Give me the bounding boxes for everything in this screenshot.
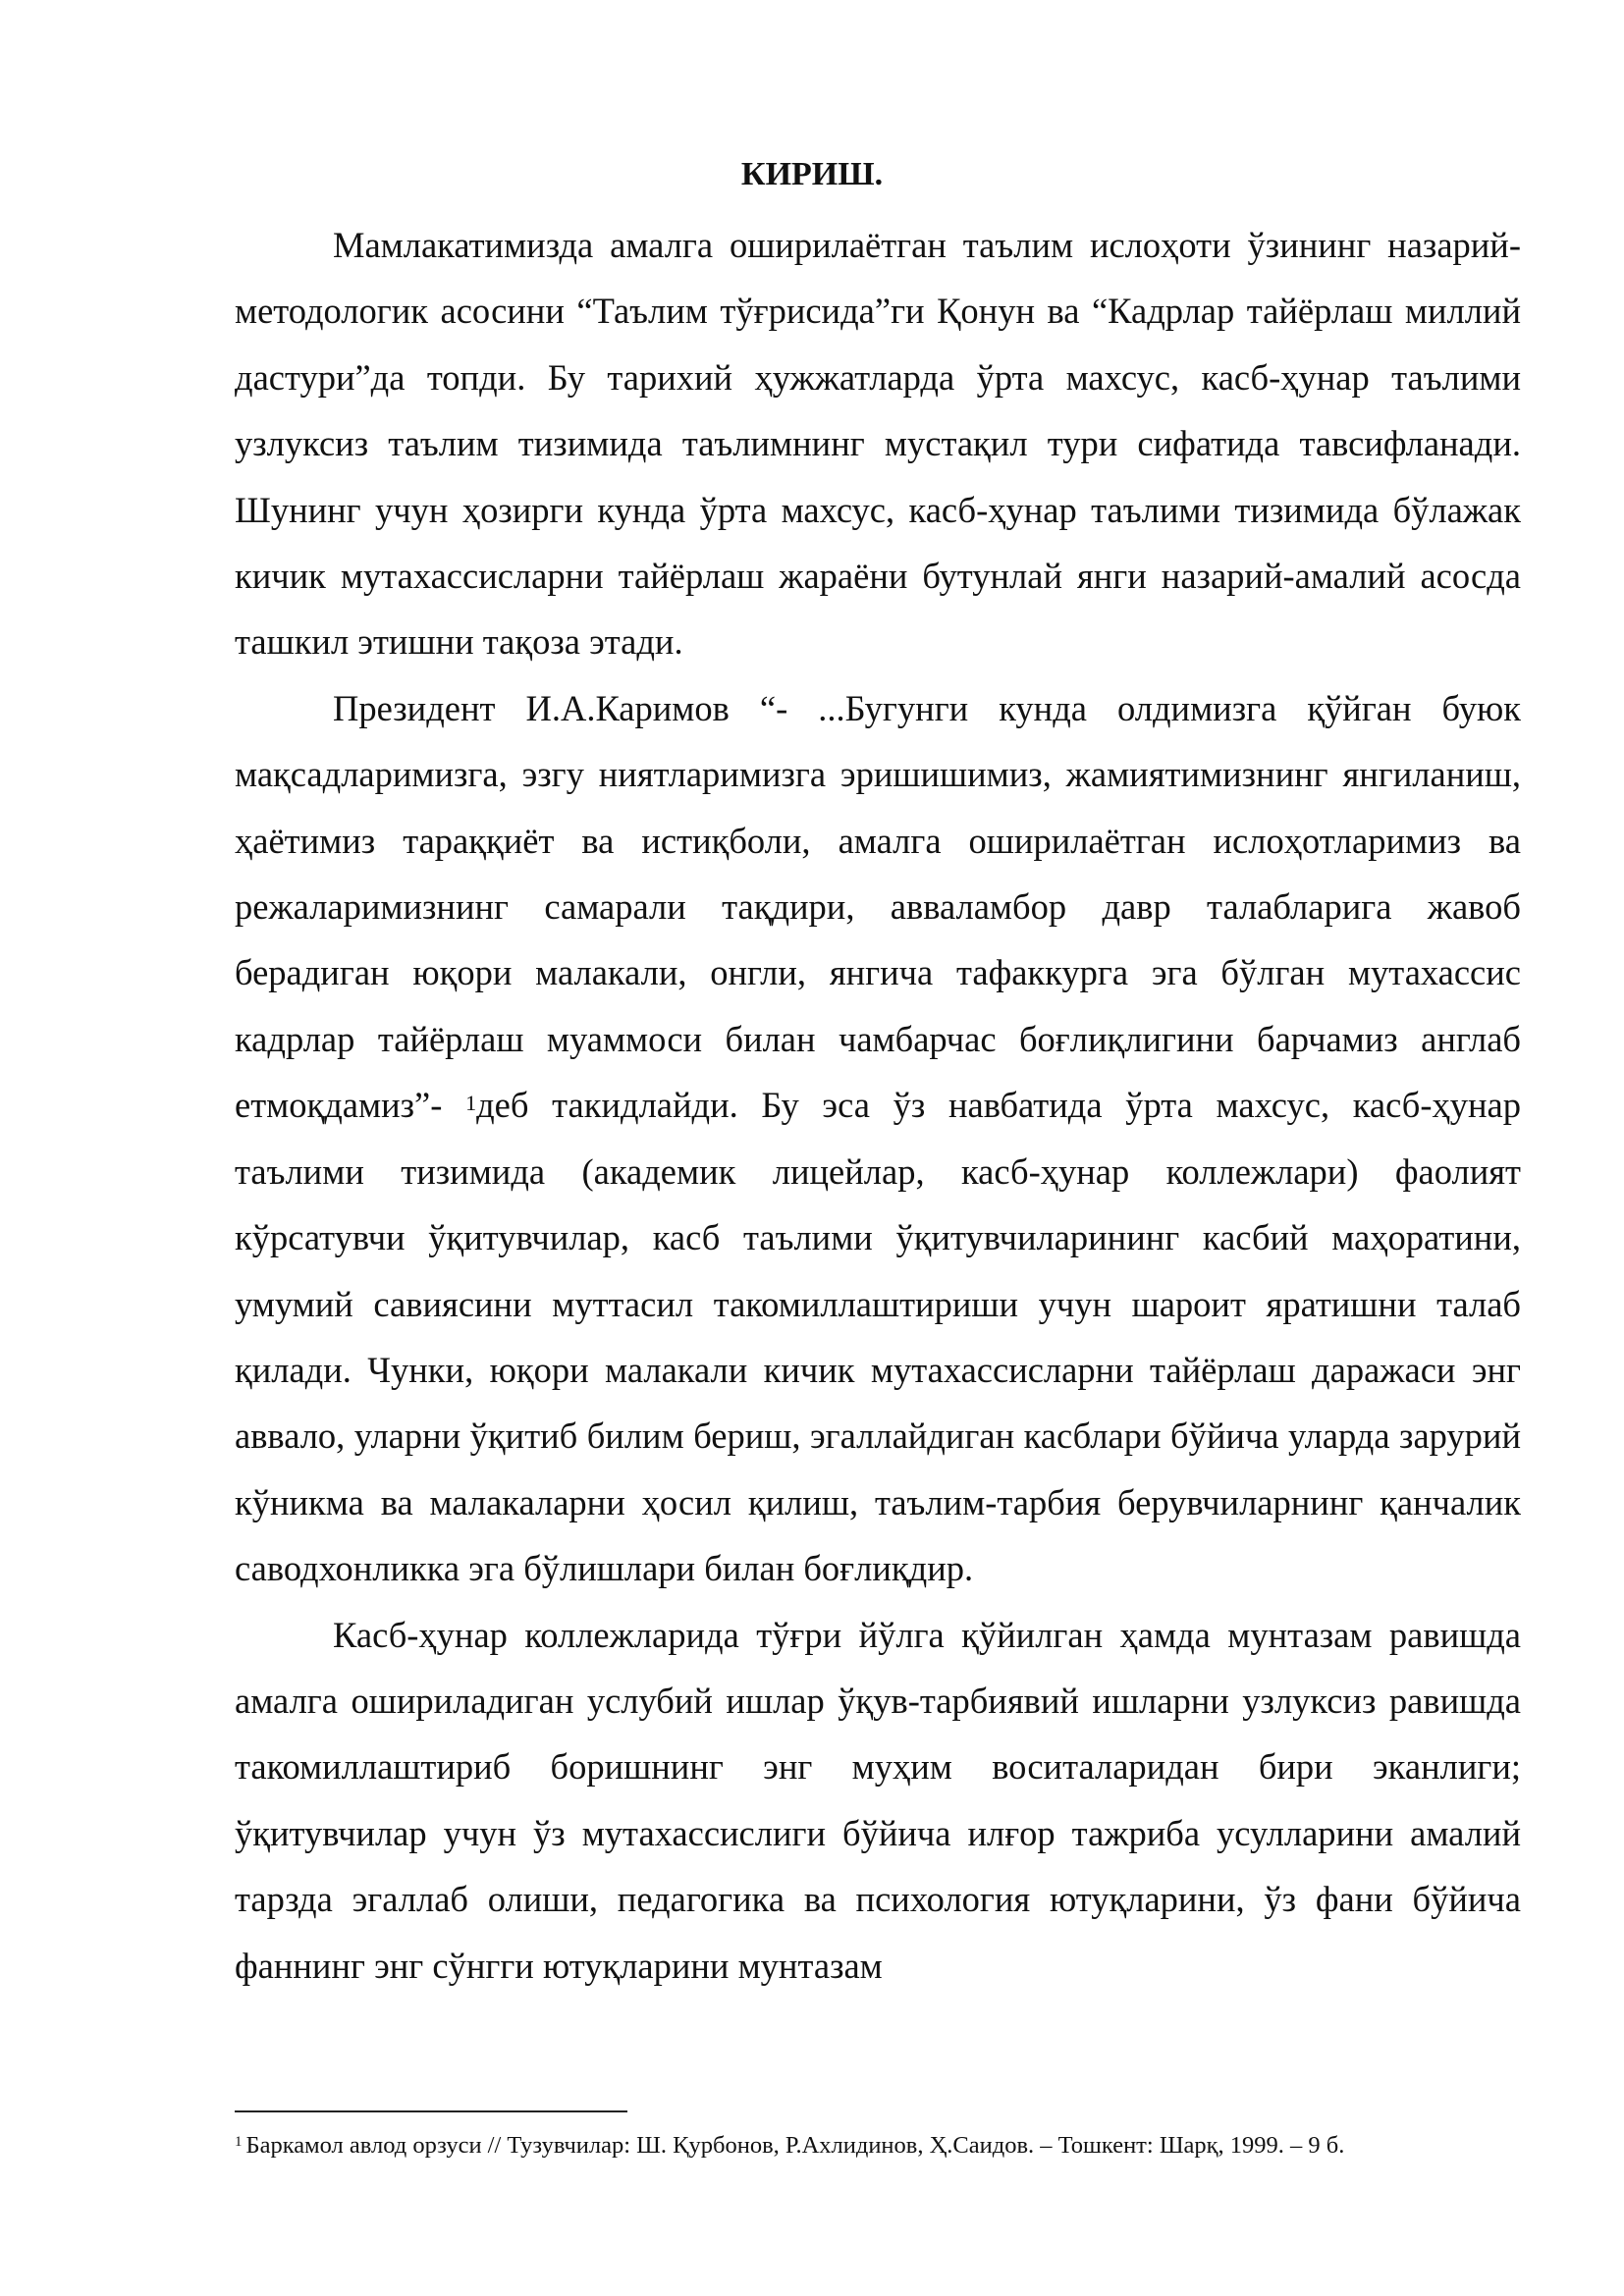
paragraph-2-continuation: деб такидлайди. Бу эса ўз навбатида ўрта махсус, касб-ҳунар таълими тизимида (академик лицейлар, касб-ҳунар коллежлари) фаолият кўрсатувчи ўқитувчилар, касб таълими ўқитувчиларининг касбий маҳоратини, умумий савиясини муттасил такомиллаштириши учун шароит яратишни талаб қилади. Чунки, юқори малакали кичик мутахассисларни тайёрлаш даражаси энг аввало, уларни ўқитиб билим бериш, эгаллайдиган касблари бўйича уларда зарурий кўникма ва малакаларни ҳосил қилиш, таълим-тарбия берувчиларнинг қанчалик саводхонликка эга бўлишлари билан боғлиқдир.: [235, 1085, 1521, 1589]
footnote-reference[interactable]: 1: [465, 1091, 477, 1116]
paragraph-3: Касб-ҳунар коллежларида тўғри йўлга қўйилган ҳамда мунтазам равишда амалга ошириладиган услубий ишлар ўқув-тарбиявий ишларни узлуксиз равишда такомиллаштириб боришнинг энг муҳим воситаларидан бири эканлиги; ўқитувчилар учун ўз мутахассислиги бўйича илғор тажриба усулларини амалий тарзда эгаллаб олиши, педагогика ва психология ютуқларини, ўз фани бўйича фаннинг энг сўнгги ютуқларини мунтазам: [235, 1614, 1521, 1986]
footnote-number: 1: [235, 2134, 243, 2150]
paragraph-2-quote: Президент И.А.Каримов “- ...Бугунги кунда олдимизга қўйган буюк мақсадларимизга, эзгу ниятларимизга эришишимиз, жамиятимизнинг янгиланиш, ҳаётимиз тараққиёт ва истиқболи, амалга оширилаётган ислоҳотларимиз ва режаларимизнинг самарали тақдири, авваламбор давр талабларига жавоб берадиган юқори малакали, онгли, янгича тафаккурга эга бўлган мутахассис кадрлар тайёрлаш муаммоси билан чамбарчас боғлиқлигини барчамиз англаб етмоқдамиз”-: [235, 687, 1521, 1126]
footnote: [235, 2130, 1531, 2162]
footnote-separator: [235, 2110, 627, 2112]
footnote-text: Баркамол авлод орзуси // Тузувчилар: Ш. Қурбонов, Р.Ахлидинов, Ҳ.Саидов. – Тошкент: Шарқ, 1999. – 9 б.: [245, 2132, 1345, 2159]
paragraph-1: Мамлакатимизда амалга оширилаётган таълим ислоҳоти ўзининг назарий-методологик асосини “Таълим тўғрисида”ги Қонун ва “Кадрлар тайёрлаш миллий дастури”да топди. Бу тарихий ҳужжатларда ўрта махсус, касб-ҳунар таълими узлуксиз таълим тизимида таълимнинг мустақил тури сифатида тавсифланади. Шунинг учун ҳозирги кунда ўрта махсус, касб-ҳунар таълими тизимида бўлажак кичик мутахассисларни тайёрлаш жараёни бутунлай янги назарий-амалий асосда ташкил этишни тақоза этади.: [235, 225, 1521, 663]
body-text: [235, 212, 1521, 1999]
page-title: КИРИШ.: [740, 156, 884, 192]
paragraph-2: [235, 675, 1521, 1602]
